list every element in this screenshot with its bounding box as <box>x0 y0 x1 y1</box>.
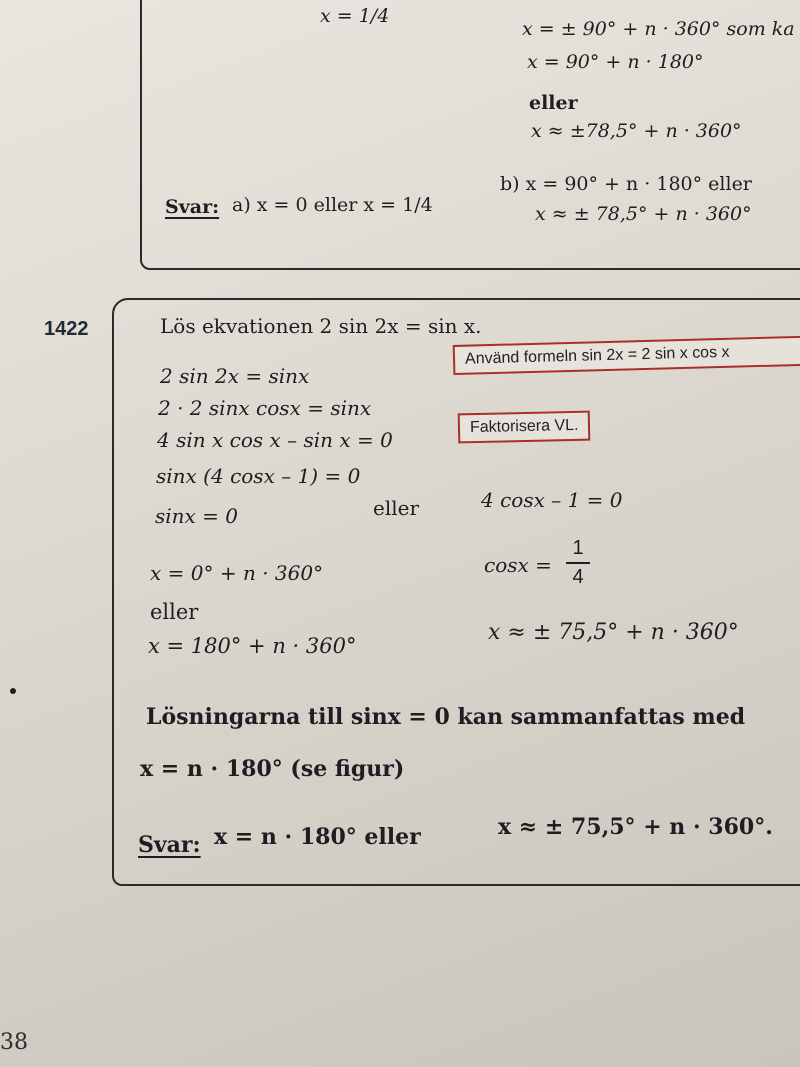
top-svar-a: a) x = 0 eller x = 1/4 <box>232 194 433 216</box>
step-5: sinx = 0 <box>155 504 239 528</box>
step-4: sinx (4 cosx – 1) = 0 <box>156 464 361 488</box>
fraction-denominator: 4 <box>572 566 584 588</box>
top-b-line1: x = ± 90° + n · 360° som ka <box>522 18 795 40</box>
summary-line-2: x = n · 180° (se figur) <box>140 756 405 782</box>
eller-middle: eller <box>373 496 420 520</box>
top-b-eller: eller <box>529 92 578 114</box>
cos-label: cosx = <box>484 553 552 577</box>
page-number: 38 <box>0 1030 28 1055</box>
top-svar-b2: x ≈ ± 78,5° + n · 360° <box>535 203 752 225</box>
fraction-one-quarter <box>566 537 590 589</box>
left-solution-2: x = 180° + n · 360° <box>148 634 357 658</box>
hint-factorize: Faktorisera VL. <box>458 411 591 444</box>
top-b-line2: x = 90° + n · 180° <box>527 51 704 73</box>
svar-right: x ≈ ± 75,5° + n · 360°. <box>498 814 773 840</box>
problem-statement: Lös ekvationen 2 sin 2x = sin x. <box>160 314 482 338</box>
svar-left: x = n · 180° eller <box>214 824 421 850</box>
top-svar-label: Svar: <box>165 196 220 218</box>
right-solution: x ≈ ± 75,5° + n · 360° <box>488 620 739 645</box>
step-1: 2 sin 2x = sinx <box>160 364 310 388</box>
hint-double-angle-formula: Använd formeln sin 2x = 2 sin x cos x <box>453 335 800 375</box>
left-eller: eller <box>150 600 199 624</box>
problem-number: 1422 <box>44 318 89 340</box>
top-b-line4: x ≈ ±78,5° + n · 360° <box>531 120 742 142</box>
fraction-bar <box>566 562 590 564</box>
svar-label: Svar: <box>138 832 201 858</box>
left-solution-1: x = 0° + n · 360° <box>150 561 324 585</box>
right-equation: 4 cosx – 1 = 0 <box>481 488 623 512</box>
summary-line-1: Lösningarna till sinx = 0 kan sammanfattas med <box>146 704 746 730</box>
top-line-x-quarter: x = 1/4 <box>320 5 390 27</box>
fraction-numerator: 1 <box>572 537 584 559</box>
top-svar-b1: b) x = 90° + n · 180° eller <box>500 173 752 195</box>
step-2: 2 · 2 sinx cosx = sinx <box>158 396 372 420</box>
step-3: 4 sin x cos x – sin x = 0 <box>157 428 393 452</box>
margin-dot <box>10 688 16 694</box>
